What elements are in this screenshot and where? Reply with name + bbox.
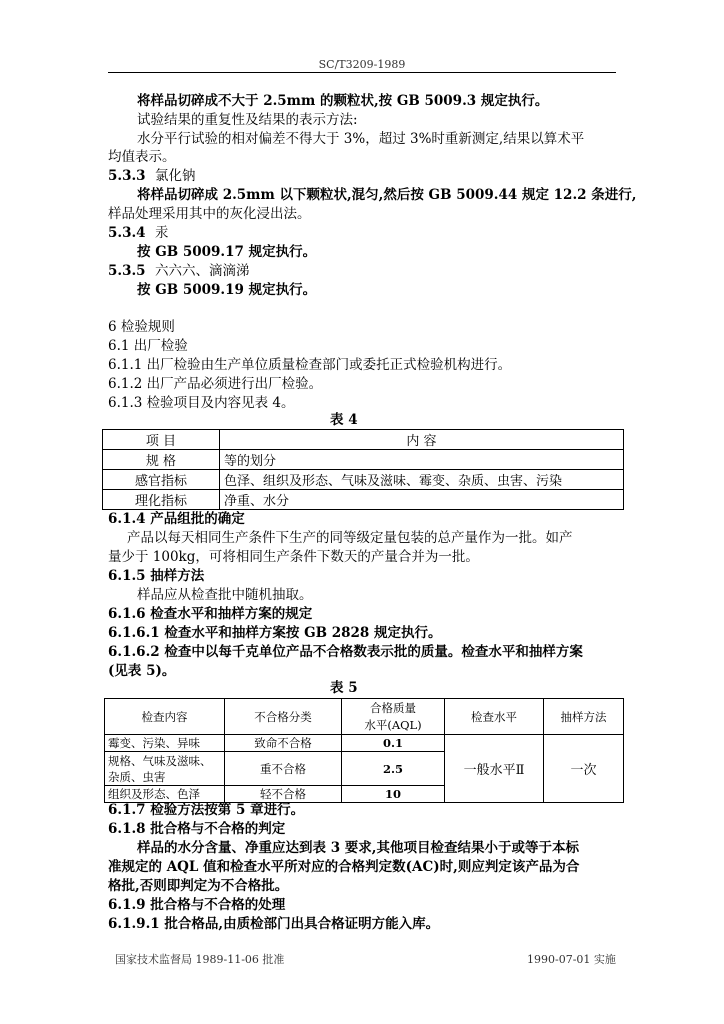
table-cell: 净重、水分: [220, 490, 624, 510]
section-heading: 6.1.4 产品组批的确定: [108, 511, 245, 527]
table-header-cell: 不合格分类: [225, 699, 342, 735]
table-cell: 轻不合格: [225, 786, 342, 803]
paragraph-line: 产品以每天相同生产条件下生产的同等级定量包装的总产量作为一批。如产: [127, 530, 573, 546]
paragraph-line: 样品处理采用其中的灰化浸出法。: [108, 206, 311, 222]
paragraph-line: 水分平行试验的相对偏差不得大于 3%，超过 3%时重新测定,结果以算术平: [137, 131, 585, 147]
paragraph-line: 6.1.6.1 检查水平和抽样方案按 GB 2828 规定执行。: [108, 625, 442, 641]
paragraph-line: 6.1.6.2 检查中以每千克单位产品不合格数表示批的质量。检查水平和抽样方案: [108, 644, 583, 660]
section-title: 汞: [155, 225, 169, 241]
table-row: [103, 470, 624, 490]
table-header-cell: 检查内容: [105, 699, 225, 735]
table-header-cell: 检查水平: [445, 699, 544, 735]
table-caption: 表 5: [330, 680, 358, 696]
table-cell: 色泽、组织及形态、气味及滋味、霉变、杂质、虫害、污染: [220, 470, 624, 490]
table-header-cell: 抽样方法: [544, 699, 624, 735]
paragraph-line: 6.1.1 出厂检验由生产单位质量检查部门或委托正式检验机构进行。: [108, 357, 512, 373]
table-row: [105, 735, 624, 752]
section-heading: 6.1.9 批合格与不合格的处理: [108, 897, 286, 913]
table-caption: 表 4: [330, 412, 358, 428]
section-heading: 6.1.8 批合格与不合格的判定: [108, 821, 286, 837]
table-cell: 重不合格: [225, 752, 342, 786]
paragraph-line: 样品应从检查批中随机抽取。: [137, 587, 313, 603]
header-rule: [108, 72, 616, 73]
section-heading: 6.1.5 抽样方法: [108, 568, 205, 584]
table-cell: 等的划分: [220, 450, 624, 470]
table-4: [102, 429, 624, 510]
approval-date: 国家技术监督局 1989-11-06 批准: [115, 953, 285, 966]
section-number: 5.3.4: [108, 225, 146, 241]
paragraph-line: 按 GB 5009.17 规定执行。: [137, 244, 317, 260]
cell-line: 杂质、虫害: [108, 769, 166, 784]
table-row: [103, 490, 624, 510]
table-header-row: [103, 430, 624, 450]
paragraph-line: 6.1.3 检验项目及内容见表 4。: [108, 395, 295, 411]
aql-header-line-2: 水平(AQL): [364, 717, 422, 732]
table-5: [104, 698, 624, 803]
paragraph-line: 均值表示。: [108, 149, 176, 165]
paragraph-line: 6.1.9.1 批合格品,由质检部门出具合格证明方能入库。: [108, 916, 440, 932]
table-cell: 规 格: [103, 450, 220, 470]
paragraph-line: 准规定的 AQL 值和检查水平所对应的合格判定数(AC)时,则应判定该产品为合: [108, 859, 580, 875]
cell-line: 规格、气味及滋味、: [108, 753, 212, 768]
table-cell: 霉变、污染、异味: [105, 735, 225, 752]
section-heading: 6.1 出厂检验: [108, 338, 188, 354]
paragraph-line: 将样品切碎成不大于 2.5mm 的颗粒状,按 GB 5009.3 规定执行。: [137, 93, 549, 109]
table-row: [103, 450, 624, 470]
table-cell: [105, 752, 225, 786]
table-cell: 2.5: [342, 752, 445, 786]
aql-header-line-1: 合格质量: [370, 700, 416, 715]
paragraph-line: 将样品切碎成 2.5mm 以下颗粒状,混匀,然后按 GB 5009.44 规定 12.2 条进行,: [137, 187, 637, 203]
table-header-cell: 项 目: [103, 430, 220, 450]
table-header-row: [105, 699, 624, 735]
table-header-cell: [342, 699, 445, 735]
implementation-date: 1990-07-01 实施: [527, 953, 616, 966]
section-title: 氯化钠: [155, 168, 196, 184]
paragraph-line: 6.1.2 出厂产品必须进行出厂检验。: [108, 376, 323, 392]
sampling-method-cell: 一次: [544, 735, 624, 803]
table-cell: 组织及形态、色泽: [105, 786, 225, 803]
table-cell: 致命不合格: [225, 735, 342, 752]
table-header-cell: 内 容: [220, 430, 624, 450]
section-title: 六六六、滴滴涕: [155, 263, 250, 279]
paragraph-line: 格批,否则即判定为不合格批。: [108, 878, 289, 894]
section-heading: 6.1.7 检验方法按第 5 章进行。: [108, 802, 305, 818]
section-number: 5.3.3: [108, 168, 146, 184]
paragraph-line: (见表 5)。: [108, 663, 176, 679]
document-code-header: SC/T3209-1989: [318, 58, 406, 71]
paragraph-line: 样品的水分含量、净重应达到表 3 要求,其他项目检查结果小于或等于本标: [137, 840, 579, 856]
paragraph-line: 按 GB 5009.19 规定执行。: [137, 282, 317, 298]
table-cell: 10: [342, 786, 445, 803]
paragraph-line: 试验结果的重复性及结果的表示方法:: [137, 112, 358, 128]
table-cell: 理化指标: [103, 490, 220, 510]
inspection-level-cell: 一般水平Ⅱ: [445, 735, 544, 803]
section-number: 5.3.5: [108, 263, 146, 279]
paragraph-line: 量少于 100kg，可将相同生产条件下数天的产量合并为一批。: [108, 549, 479, 565]
section-heading: 6.1.6 检查水平和抽样方案的规定: [108, 606, 313, 622]
table-cell: 感官指标: [103, 470, 220, 490]
table-cell: 0.1: [342, 735, 445, 752]
chapter-heading: 6 检验规则: [108, 319, 175, 335]
